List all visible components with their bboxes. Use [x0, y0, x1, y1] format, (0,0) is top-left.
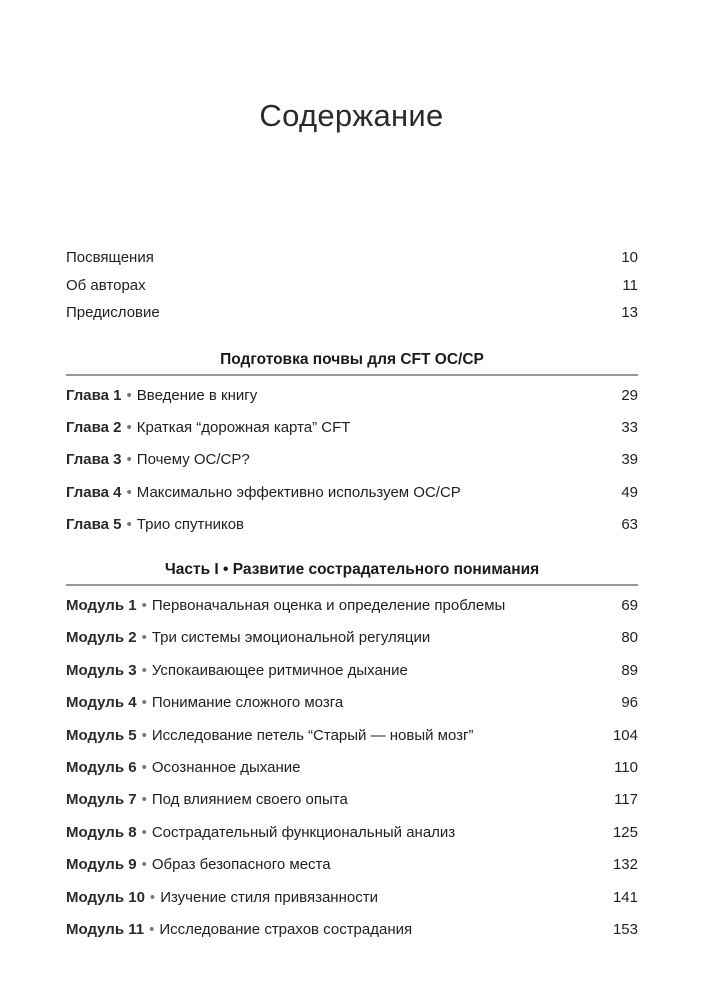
toc-entry-title: Образ безопасного места [151, 856, 331, 874]
toc-entry-label: Модуль 11 [66, 920, 145, 938]
toc-entry[interactable] [66, 516, 638, 548]
bullet-separator: • [141, 694, 147, 712]
toc-entry-title: Об авторах [66, 276, 146, 294]
toc-entry-title: Первоначальная оценка и определение проблемы [151, 597, 506, 614]
toc-entry-page: 89 [621, 661, 638, 679]
toc-entry-label: Модуль 3 [66, 661, 137, 679]
toc-entry-label: Глава 1 [66, 387, 122, 404]
toc-entry[interactable] [66, 694, 638, 726]
toc-entry-title: Предисловие [66, 304, 160, 321]
bullet-separator: • [141, 823, 147, 841]
toc-entry-title: Исследование страхов сострадания [159, 920, 413, 938]
toc-entry-label: Модуль 1 [66, 597, 137, 614]
toc-entry-label: Глава 2 [66, 419, 122, 437]
toc-entry[interactable] [66, 419, 638, 451]
toc-entry[interactable] [66, 856, 638, 888]
toc-entry-label: Модуль 6 [66, 758, 137, 776]
toc-entry-title: Исследование петель “Старый — новый мозг” [151, 726, 474, 744]
toc-entry[interactable] [66, 727, 638, 759]
toc-entry-page: 33 [621, 419, 638, 437]
toc-entry-page: 96 [621, 694, 638, 712]
bullet-separator: • [141, 726, 147, 744]
section-heading-part1: Часть I • Развитие сострадательного понимания [66, 561, 638, 586]
toc-entry-page: 104 [612, 726, 638, 744]
page-title: Содержание [259, 98, 444, 133]
bullet-separator: • [126, 419, 132, 437]
toc-entry-label: Глава 4 [66, 483, 122, 501]
bullet-separator: • [126, 387, 132, 404]
toc-entry-title: Сострадательный функциональный анализ [151, 823, 456, 841]
toc-entry[interactable] [66, 387, 638, 419]
bullet-separator: • [141, 856, 147, 874]
toc-entry-label: Модуль 7 [66, 791, 137, 809]
toc-entry[interactable] [66, 629, 638, 661]
toc-entry-label: Модуль 4 [66, 694, 137, 712]
toc-entry-page: 132 [612, 856, 638, 874]
toc-entry[interactable] [66, 249, 638, 277]
toc-entry-page: 39 [621, 451, 638, 469]
toc-entry-title: Трио спутников [136, 515, 245, 533]
toc-entry-page: 69 [621, 597, 638, 614]
toc-entry-page: 125 [612, 823, 638, 841]
toc-entry[interactable] [66, 451, 638, 483]
bullet-separator: • [141, 597, 147, 614]
toc-entry-label: Модуль 10 [66, 888, 145, 906]
toc-entry[interactable] [66, 824, 638, 856]
toc-entry[interactable] [66, 662, 638, 694]
toc-entry-title: Осознанное дыхание [151, 758, 301, 776]
toc-entry-title: Почему ОС/СР? [136, 451, 250, 469]
toc-entry-page: 117 [614, 791, 638, 809]
toc-entry[interactable] [66, 277, 638, 305]
bullet-separator: • [141, 629, 147, 647]
toc-entry[interactable] [66, 921, 638, 953]
toc-entry-page: 13 [621, 304, 638, 321]
toc-entry-title: Максимально эффективно используем ОС/СР [136, 483, 461, 501]
toc-entry-title: Понимание сложного мозга [151, 694, 344, 712]
bullet-separator: • [149, 920, 155, 938]
toc-entry-page: 11 [622, 276, 638, 294]
toc-entry-label: Модуль 5 [66, 726, 137, 744]
toc-entry-label: Глава 3 [66, 451, 122, 469]
toc-entry[interactable] [66, 304, 638, 332]
bullet-separator: • [126, 515, 132, 533]
toc-entry-title: Изучение стиля привязанности [160, 888, 378, 906]
section-heading-prep: Подготовка почвы для CFT ОС/СР [66, 351, 638, 376]
toc-entry-page: 80 [621, 629, 638, 647]
toc-entry-title: Краткая “дорожная карта” CFT [136, 419, 351, 437]
toc-entry-page: 49 [621, 483, 638, 501]
modules-list [66, 597, 638, 953]
toc-entry[interactable] [66, 484, 638, 516]
front-matter-list [66, 249, 638, 332]
toc-entry-page: 29 [621, 387, 638, 404]
toc-entry-label: Модуль 9 [66, 856, 137, 874]
bullet-separator: • [141, 791, 147, 809]
toc-entry-title: Введение в книгу [136, 387, 258, 404]
toc-entry-title: Под влиянием своего опыта [151, 791, 348, 809]
chapters-list [66, 387, 638, 548]
toc-entry-title: Успокаивающее ритмичное дыхание [151, 661, 408, 679]
toc-entry-title: Три системы эмоциональной регуляции [151, 629, 431, 647]
toc-entry-page: 153 [612, 920, 638, 938]
toc-entry-page: 10 [621, 249, 638, 266]
bullet-separator: • [149, 888, 156, 906]
toc-entry-label: Модуль 2 [66, 629, 137, 647]
bullet-separator: • [126, 483, 132, 501]
toc-entry-label: Глава 5 [66, 515, 122, 533]
toc-entry-page: 63 [621, 515, 638, 533]
toc-entry-label: Модуль 8 [66, 823, 137, 841]
toc-entry-page: 110 [614, 758, 638, 776]
toc-entry[interactable] [66, 791, 638, 823]
bullet-separator: • [126, 451, 132, 469]
toc-entry[interactable] [66, 597, 638, 629]
bullet-separator: • [141, 661, 147, 679]
bullet-separator: • [141, 758, 147, 776]
toc-entry[interactable] [66, 759, 638, 791]
toc-entry[interactable] [66, 889, 638, 921]
toc-entry-title: Посвящения [66, 249, 154, 266]
toc-entry-page: 141 [612, 888, 638, 906]
